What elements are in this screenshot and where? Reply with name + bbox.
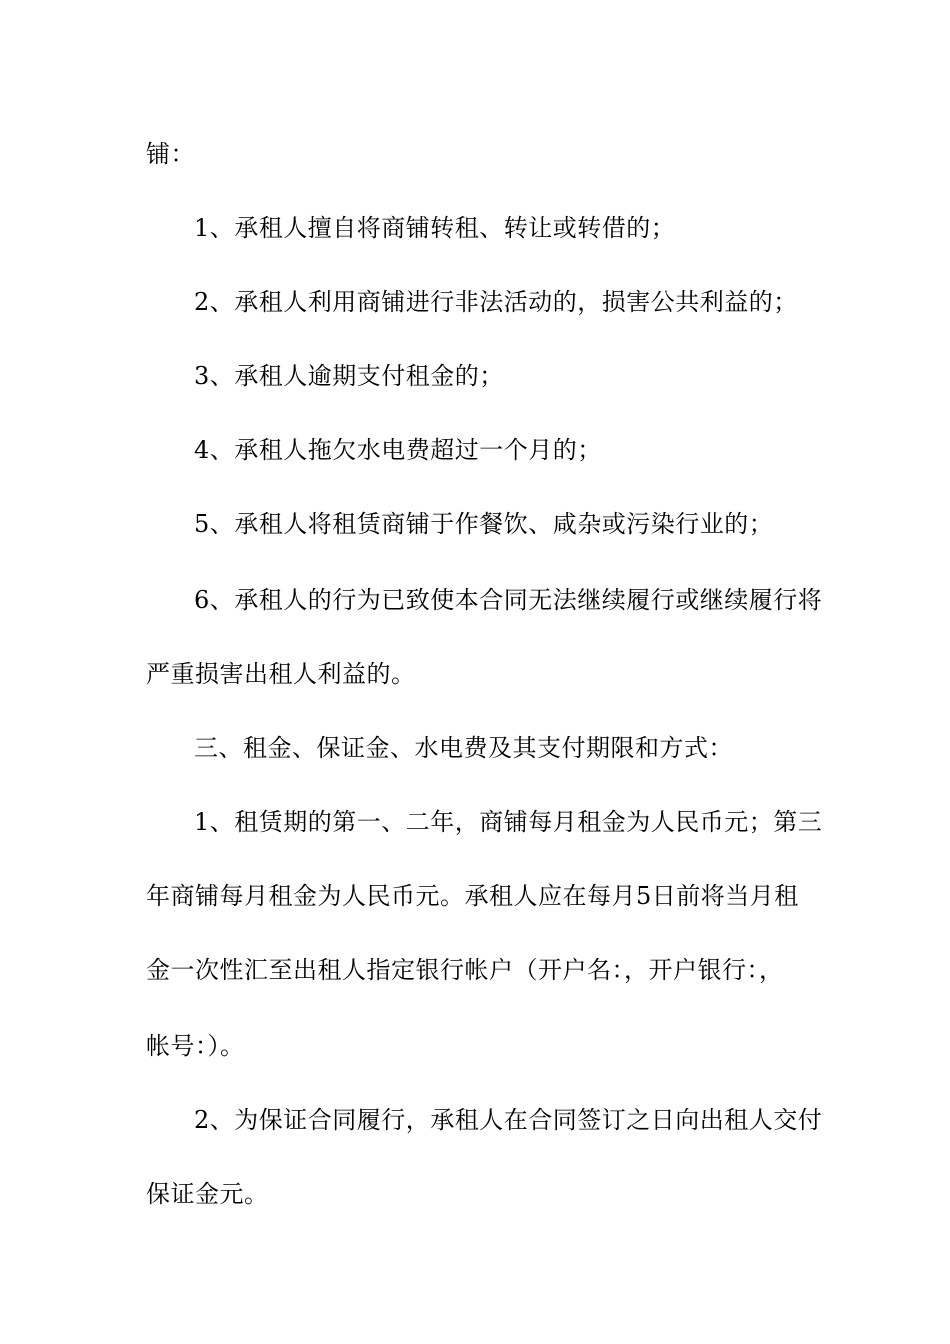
- list-item: 4、承租人拖欠水电费超过一个月的；: [194, 436, 602, 464]
- text-line: 帐号：）。: [146, 1032, 245, 1060]
- text-line: 年商铺每月租金为人民币元。承租人应在每月5日前将当月租: [146, 882, 799, 910]
- list-item: 5、承租人将租赁商铺于作餐饮、咸杂或污染行业的；: [194, 510, 774, 538]
- section-heading: 三、租金、保证金、水电费及其支付期限和方式：: [194, 734, 733, 762]
- text-line: 保证金元。: [146, 1180, 269, 1208]
- text-line: 金一次性汇至出租人指定银行帐户（开户名：，开户银行：，: [146, 956, 784, 984]
- list-item: 6、承租人的行为已致使本合同无法继续履行或继续履行将: [194, 586, 823, 614]
- list-item: 2、为保证合同履行，承租人在合同签订之日向出租人交付: [194, 1106, 823, 1134]
- text-line: 铺：: [146, 140, 195, 168]
- list-item: 1、租赁期的第一、二年，商铺每月租金为人民币元；第三: [194, 808, 823, 836]
- list-item: 1、承租人擅自将商铺转租、转让或转借的；: [194, 214, 676, 242]
- list-item: 2、承租人利用商铺进行非法活动的，损害公共利益的；: [194, 288, 798, 316]
- text-line: 严重损害出租人利益的。: [146, 660, 416, 688]
- list-item: 3、承租人逾期支付租金的；: [194, 362, 504, 390]
